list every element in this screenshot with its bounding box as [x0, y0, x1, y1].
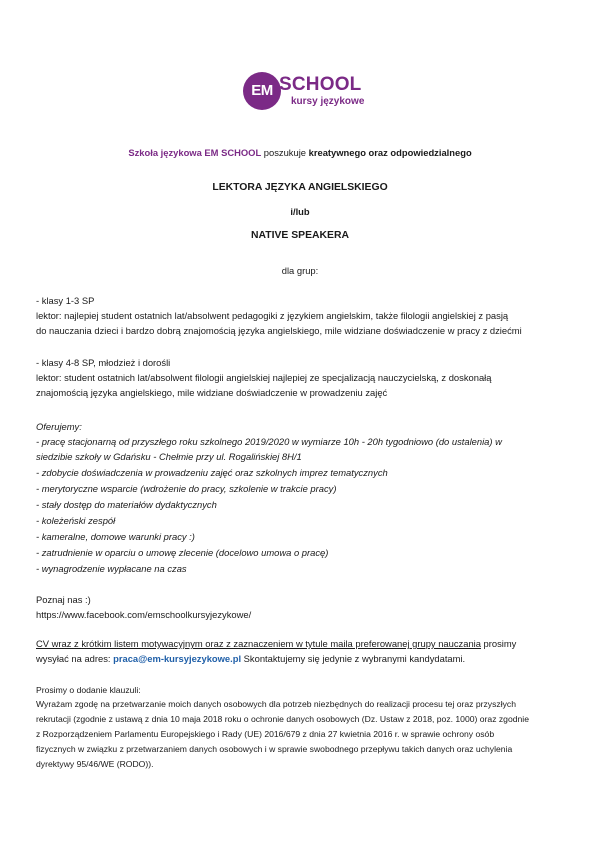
logo-mark: EM [243, 72, 281, 110]
logo-tagline: kursy językowe [291, 96, 365, 107]
clause-line: Wyrażam zgodę na przetwarzanie moich danych osobowych dla potrzeb niezbędnych do realizacji procesu tej oraz przyszłych [36, 699, 516, 709]
offer-item: - stały dostęp do materiałów dydaktycznych [36, 499, 217, 510]
em-school-logo [243, 72, 363, 112]
offer-item: - koleżeński zespół [36, 515, 116, 526]
clause-line: dyrektywy 95/46/WE (RODO)). [36, 759, 154, 769]
cv-suffix: Skontaktujemy się jedynie z wybranymi kandydatami. [241, 653, 466, 664]
email-link[interactable]: praca@em-kursyjezykowe.pl [113, 653, 242, 664]
cv-prefix: wysyłać na adres: [36, 653, 114, 664]
cv-line-2 [36, 652, 564, 665]
logo-name: SCHOOL [279, 74, 362, 95]
offer-item: - merytoryczne wsparcie (wdrożenie do pracy, szkolenie w trakcie pracy) [36, 483, 337, 494]
clause-line: z Rozporządzeniem Parlamentu Europejskiego i Rady (UE) 2016/679 z dnia 27 kwietnia 2016 r. w sprawie ochrony osób [36, 729, 495, 739]
intro-middle: poszukuje [261, 147, 309, 158]
group1-title: - klasy 1-3 SP [36, 295, 95, 306]
intro-school: Szkoła językowa EM SCHOOL [128, 147, 262, 158]
heading-ilub: i/lub [290, 206, 310, 217]
offer-item: siedzibie szkoły w Gdańsku - Chełmie przy ul. Rogalińskiej 8H/1 [36, 451, 302, 462]
intro-line [36, 146, 564, 159]
clause-line: fizycznych w związku z przetwarzaniem danych osobowych i w sprawie swobodnego przepływu takich danych oraz uchylenia [36, 744, 513, 754]
offer-item: - wynagrodzenie wypłacane na czas [36, 563, 187, 574]
offer-item: - zdobycie doświadczenia w prowadzeniu zajęć oraz szkolnych imprez tematycznych [36, 467, 388, 478]
offer-item: - zatrudnienie w oparciu o umowę zlecenie (docelowo umowa o pracę) [36, 547, 329, 558]
social-label: Poznaj nas :) [36, 594, 91, 605]
group2-desc-1: lektor: student ostatnich lat/absolwent filologii angielskiej najlepiej ze specjalizacją nauczycielską, z doskonałą [36, 372, 492, 383]
group1-desc-1: lektor: najlepiej student ostatnich lat/absolwent pedagogiki z językiem angielskim, także filologii angielskiej z pasją [36, 310, 509, 321]
clause-title: Prosimy o dodanie klauzuli: [36, 685, 141, 695]
group1-desc-2: do nauczania dzieci i bardzo dobrą znajomością języka angielskiego, mile widziane doświadczenie w pracy z dziećmi [36, 325, 522, 336]
intro-qualities: kreatywnego oraz odpowiedzialnego [308, 147, 472, 158]
cv-after: prosimy [480, 638, 517, 649]
groups-intro: dla grup: [281, 265, 319, 276]
offer-item: - kameralne, domowe warunki pracy :) [36, 531, 195, 542]
offer-item: - pracę stacjonarną od przyszłego roku szkolnego 2019/2020 w wymiarze 10h - 20h tygodniowo (do ustalenia) w [36, 436, 502, 447]
cv-line-1 [36, 637, 564, 650]
group2-title: - klasy 4-8 SP, młodzież i dorośli [36, 357, 171, 368]
heading-lektor: LEKTORA JĘZYKA ANGIELSKIEGO [212, 182, 388, 193]
heading-native: NATIVE SPEAKERA [251, 230, 349, 241]
facebook-link[interactable]: https://www.facebook.com/emschoolkursyjezykowe/ [36, 609, 252, 620]
group2-desc-2: znajomością języka angielskiego, mile widziane doświadczenie w prowadzeniu zajęć [36, 387, 388, 398]
clause-line: rekrutacji (zgodnie z ustawą z dnia 10 maja 2018 roku o ochronie danych osobowych (Dz. Ustaw z 2018, poz. 1000) oraz zgodnie [36, 714, 529, 724]
offer-title: Oferujemy: [36, 421, 82, 432]
cv-instructions: CV wraz z krótkim listem motywacyjnym oraz z zaznaczeniem w tytule maila preferowanej grupy nauczania [36, 638, 481, 649]
